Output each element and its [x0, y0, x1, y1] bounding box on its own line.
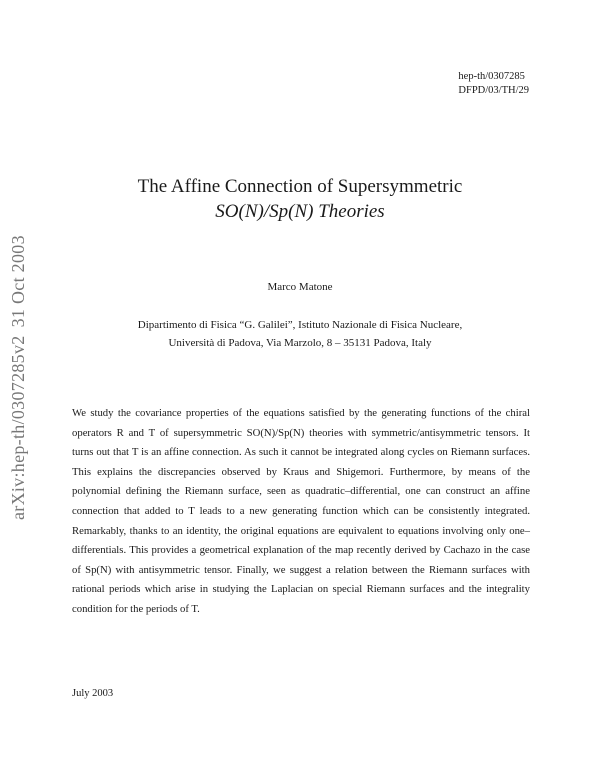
arxiv-date: 31 Oct 2003	[8, 235, 28, 328]
report-numbers	[458, 70, 529, 98]
affiliation-line-1: Dipartimento di Fisica “G. Galilei”, Istituto Nazionale di Fisica Nucleare,	[137, 319, 463, 331]
title-line-2: SO(N)/Sp(N) Theories	[215, 201, 385, 222]
affiliation	[0, 316, 600, 352]
affiliation-line-2: Università di Padova, Via Marzolo, 8 – 35131 Padova, Italy	[168, 337, 432, 349]
paper-title	[0, 174, 600, 224]
arxiv-side-stamp	[8, 235, 29, 520]
title-line-1: The Affine Connection of Supersymmetric	[137, 176, 463, 197]
report-number-institute: DFPD/03/TH/29	[458, 85, 529, 96]
author: Marco Matone	[267, 281, 333, 293]
report-number-arxiv: hep-th/0307285	[458, 71, 525, 82]
abstract: We study the covariance properties of the equations satisfied by the generating functions of the chiral operators R and T of supersymmetric SO(N)/Sp(N) theories with symmetric/antisymmetric tensors. It turns out that T is an affine connection. As such it cannot be integrated along cycles on Riemann surfaces. This explains the discrepancies observed by Kraus and Shigemori. Furthermore, by means of the polynomial defining the Riemann surface, seen as quadratic–differential, one can construct an affine connection that added to T leads to a new generating function which can be consistently integrated. Remarkably, thanks to an identity, the original equations are equivalent to equations involving only one–differentials. This provides a geometrical explanation of the map recently derived by Cachazo in the case of Sp(N) with antisymmetric tensor. Finally, we suggest a relation between the Riemann surfaces with rational periods which arise in studying the Laplacian on special Riemann surfaces and the integrality condition for the periods of T.	[72, 407, 530, 615]
arxiv-identifier: arXiv:hep-th/0307285v2	[8, 335, 28, 520]
paper-date: July 2003	[72, 688, 114, 699]
